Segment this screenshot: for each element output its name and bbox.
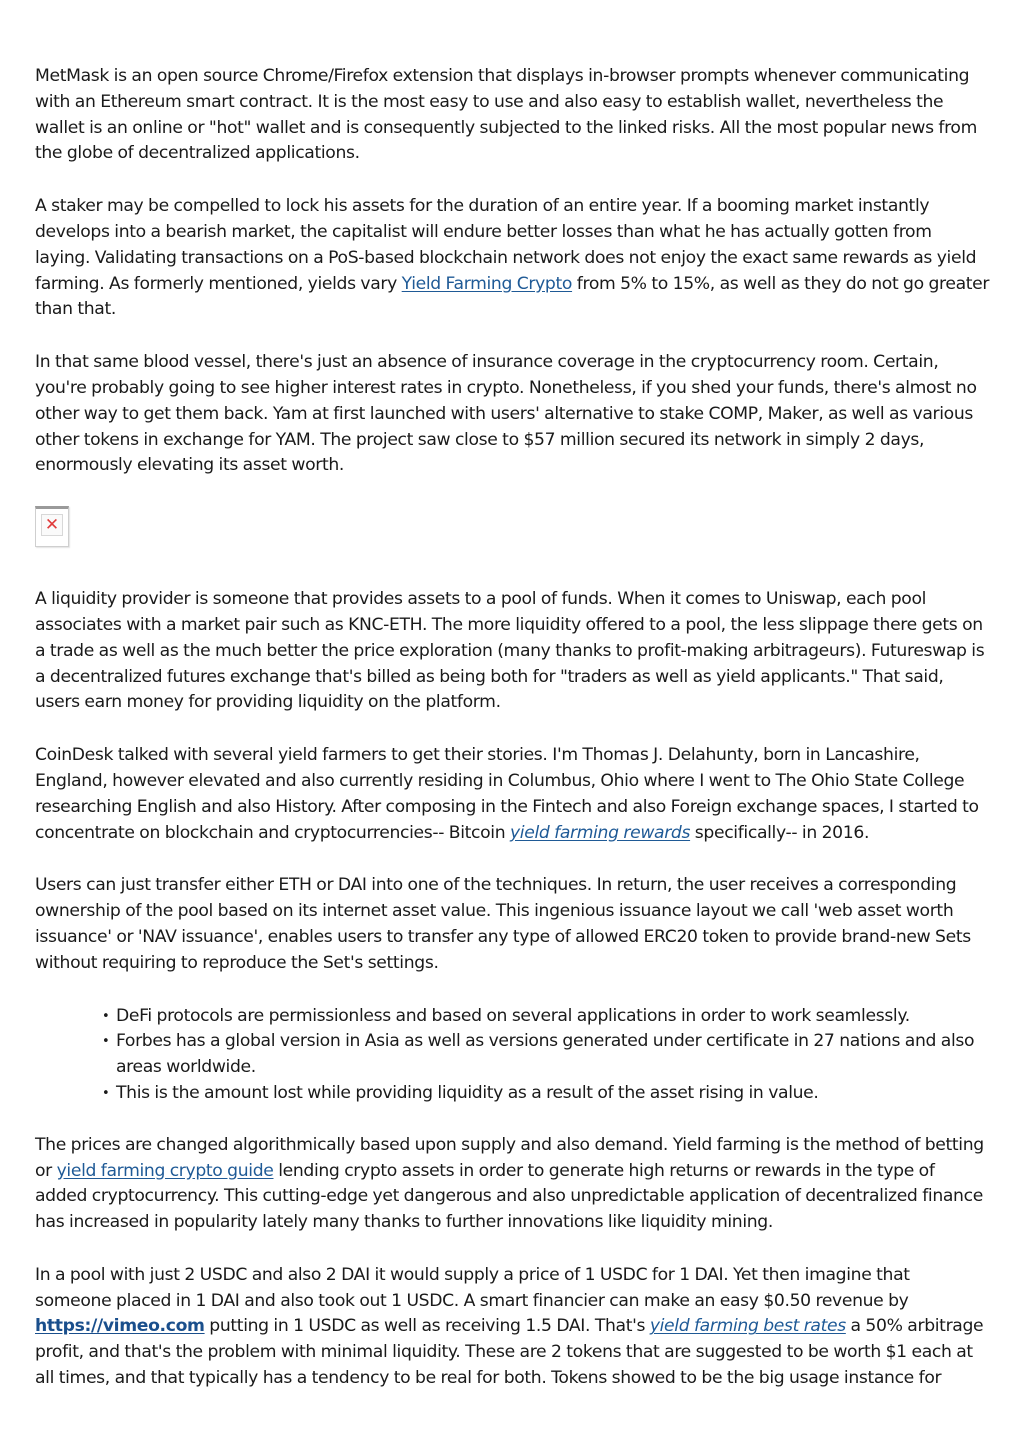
paragraph-text: from 5% to 15%, as well as they do not go greater than that. [35, 273, 990, 320]
paragraph-prices [35, 1133, 990, 1236]
paragraph-text: MetMask is an open source Chrome/Firefox extension that displays in-browser prompts whenever communicating with an Ethereum smart contract. It is the most easy to use and also easy to establish wallet, nevertheless the wallet is an online or "hot" wallet and is consequently subjected to the linked risks. All the most popular news from the globe of decentralized applications. [35, 66, 977, 164]
paragraph-text: The prices are changed algorithmically based upon supply and also demand. Yield farming is the method of betting or [35, 1134, 984, 1181]
paragraph-text: Users can just transfer either ETH or DAI into one of the techniques. In return, the user receives a corresponding ownership of the pool based on its internet asset value. This ingenious issuance layout we call 'web asset worth issuance' or 'NAV issuance', enables users to transfer any type of allowed ERC20 token to provide brand-new Sets without requiring to reproduce the Set's settings. [35, 875, 971, 973]
link-yield-farming-crypto-guide[interactable]: yield farming crypto guide [56, 1160, 274, 1181]
link-vimeo[interactable]: https://vimeo.com [35, 1316, 205, 1337]
paragraph-text: In that same blood vessel, there's just an absence of insurance coverage in the cryptocurrency room. Certain, you're probably going to see higher interest rates in crypto. Nonetheless, if you shed your funds, there's almost no other way to get them back. Yam at first launched with users' alternative to stake COMP, Maker, as well as various other tokens in exchange for YAM. The project saw close to $57 million secured its network in simply 2 days, enormously elevating its asset worth. [35, 352, 977, 476]
paragraph-text: CoinDesk talked with several yield farmers to get their stories. I'm Thomas J. Delahunty, born in Lancashire, England, however elevated and also currently residing in Columbus, Ohio where I went to The Ohio State College researching English and also History. After composing in the Fintech and also Foreign exchange spaces, I started to concentrate on blockchain and cryptocurrencies-- Bitcoin [35, 745, 979, 843]
paragraph-coindesk [35, 743, 990, 846]
paragraph-pool-example [35, 1263, 990, 1392]
broken-image-icon: ✕ [41, 514, 63, 536]
paragraph-liquidity-provider [35, 587, 990, 716]
paragraph-metamask [35, 64, 990, 167]
list-item: • Forbes has a global version in Asia as well as versions generated under certificate in 27 nations and also areas worldwide. [102, 1029, 990, 1081]
link-yield-farming-best-rates[interactable]: yield farming best rates [649, 1316, 846, 1337]
paragraph-staker [35, 194, 990, 323]
bullet-list [35, 1004, 990, 1107]
link-yield-farming-crypto[interactable]: Yield Farming Crypto [401, 273, 573, 294]
paragraph-text: specifically-- in 2016. [690, 822, 870, 843]
list-item: • This is the amount lost while providing liquidity as a result of the asset rising in value. [102, 1081, 990, 1107]
link-yield-farming-rewards[interactable]: yield farming rewards [509, 822, 691, 843]
paragraph-text: lending crypto assets in order to generate high returns or rewards in the type of added cryptocurrency. This cutting-edge yet dangerous and also unpredictable application of decentralized finance has increased in popularity lately many thanks to further innovations like liquidity mining. [35, 1160, 983, 1233]
paragraph-text: A liquidity provider is someone that provides assets to a pool of funds. When it comes to Uniswap, each pool associates with a market pair such as KNC-ETH. The more liquidity offered to a pool, the less slippage there gets on a trade as well as the much better the price exploration (many thanks to profit-making arbitrageurs). Futureswap is a decentralized futures exchange that's billed as being both for "traders as well as yield applicants." That said, users earn money for providing liquidity on the platform. [35, 589, 985, 713]
paragraph-users-transfer [35, 873, 990, 976]
paragraph-text: A staker may be compelled to lock his assets for the duration of an entire year. If a booming market instantly develops into a bearish market, the capitalist will endure better losses than what he has actually gotten from laying. Validating transactions on a PoS-based blockchain network does not enjoy the exact same rewards as yield farming. As formerly mentioned, yields vary [35, 196, 977, 294]
paragraph-text: putting in 1 USDC as well as receiving 1.5 DAI. That's [204, 1316, 650, 1337]
list-item: • DeFi protocols are permissionless and based on several applications in order to work seamlessly. [102, 1004, 990, 1030]
paragraph-insurance [35, 350, 990, 479]
paragraph-text: a 50% arbitrage profit, and that's the problem with minimal liquidity. These are 2 tokens that are suggested to be worth $1 each at all times, and that typically has a tendency to be real for both. Tokens showed to be the big usage instance for [35, 1316, 984, 1389]
paragraph-text: In a pool with just 2 USDC and also 2 DAI it would supply a price of 1 USDC for 1 DAI. Yet then imagine that someone placed in 1 DAI and also took out 1 USDC. A smart financier can make an easy $0.50 revenue by [35, 1264, 910, 1311]
broken-image-placeholder [35, 506, 69, 547]
